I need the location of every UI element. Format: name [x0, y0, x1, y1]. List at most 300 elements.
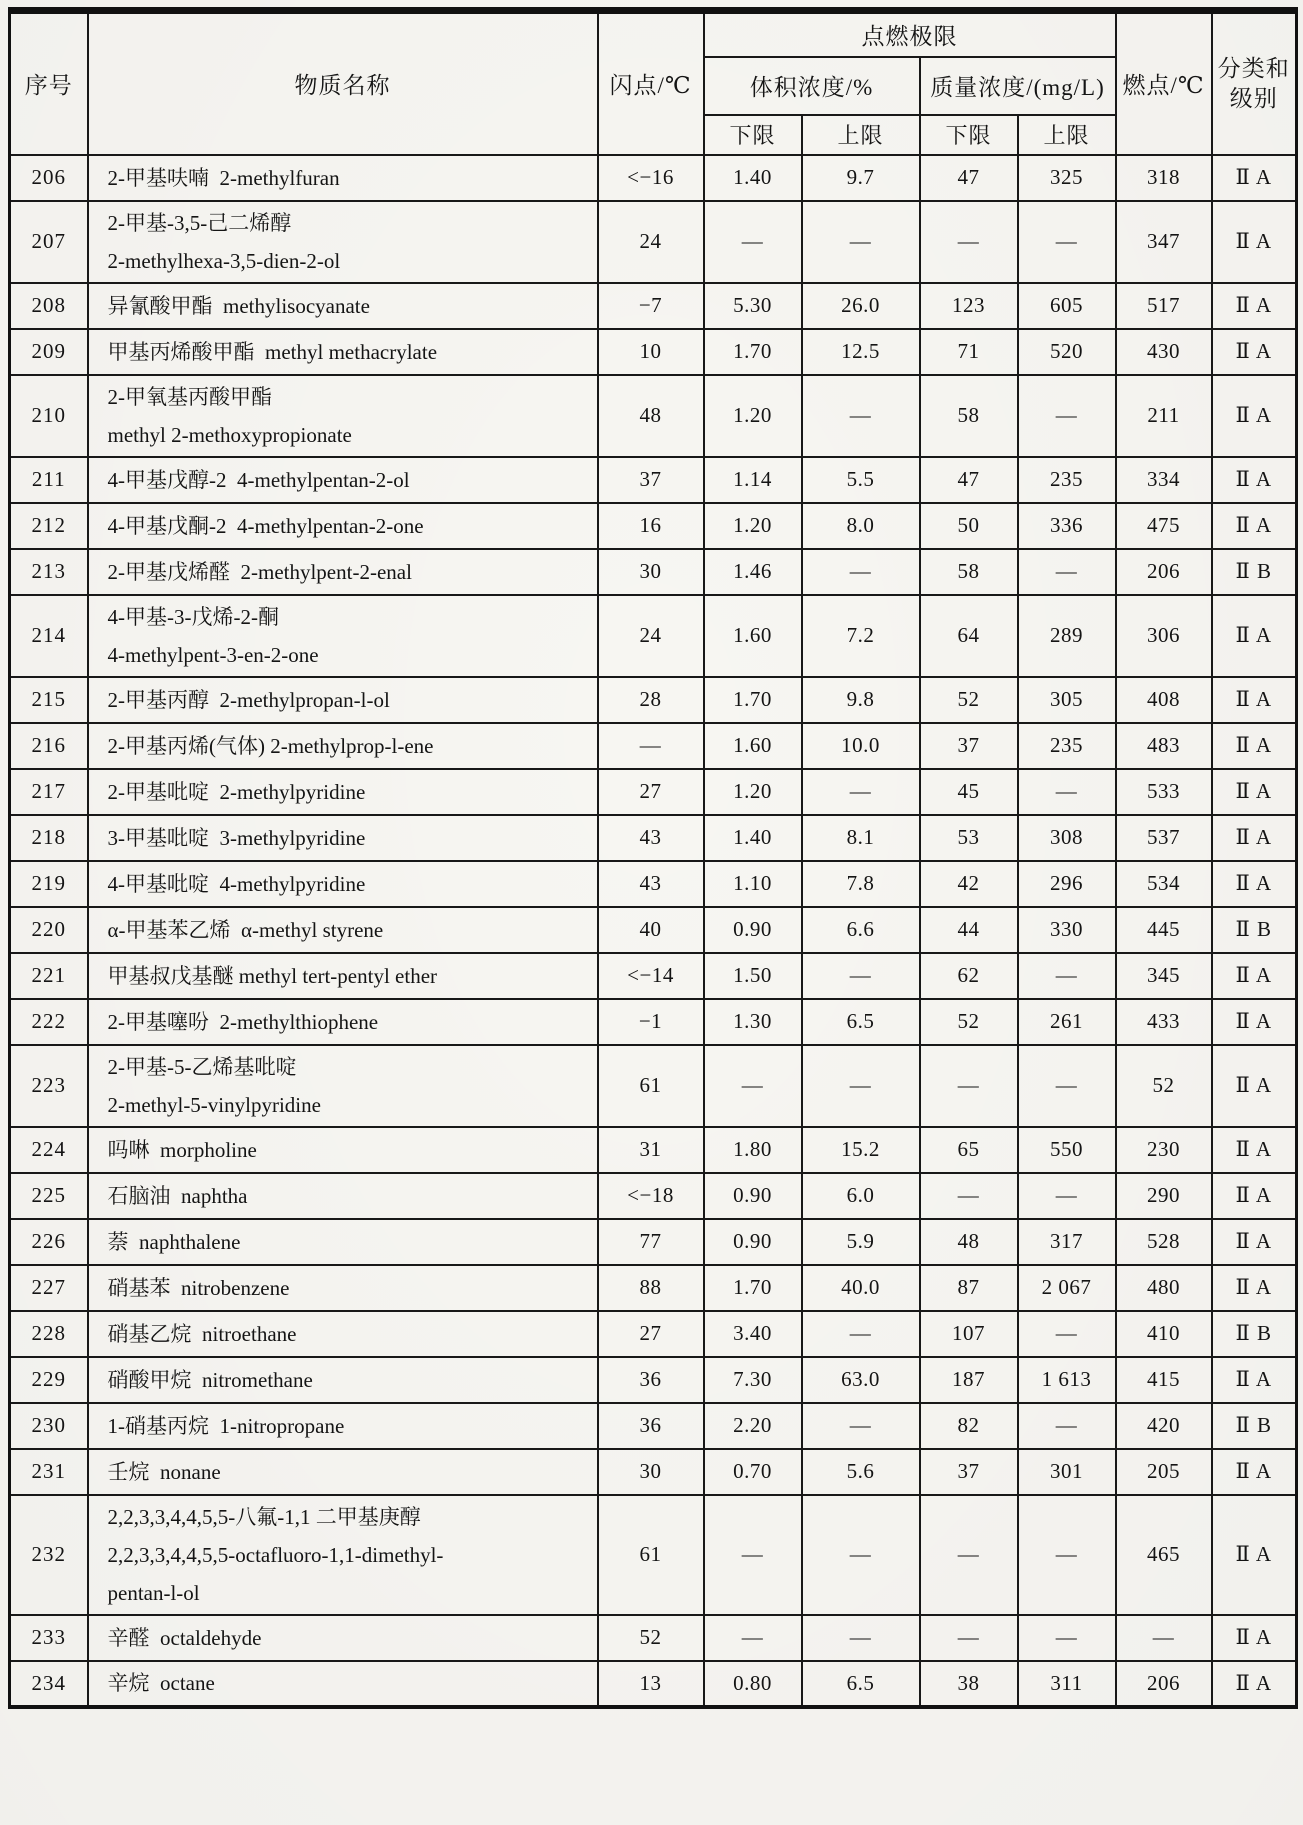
autoignition-point-cell: 420 [1116, 1403, 1212, 1449]
classification-cell: Ⅱ A [1212, 769, 1297, 815]
table-row [10, 769, 1297, 815]
autoignition-point-cell: 430 [1116, 329, 1212, 375]
autoignition-point-cell: 465 [1116, 1495, 1212, 1615]
autoignition-point-cell: 445 [1116, 907, 1212, 953]
flash-point-cell: −1 [598, 999, 704, 1045]
substance-name-line: 硝酸甲烷 nitromethane [107, 1367, 313, 1392]
table-row [10, 155, 1297, 201]
autoignition-point-cell: 230 [1116, 1127, 1212, 1173]
header-flash-point: 闪点/℃ [598, 11, 704, 155]
table-row [10, 549, 1297, 595]
mass-lower-limit-cell: 62 [920, 953, 1018, 999]
autoignition-point-cell: 534 [1116, 861, 1212, 907]
volume-lower-limit-cell: 1.46 [704, 549, 802, 595]
header-volume-concentration: 体积浓度/% [704, 57, 920, 115]
substance-name-line: 辛烷 octane [107, 1671, 215, 1695]
volume-upper-limit-cell: — [802, 953, 920, 999]
mass-upper-limit-cell: 605 [1018, 283, 1116, 329]
header-serial-number: 序号 [10, 11, 88, 155]
table-row [10, 861, 1297, 907]
flash-point-cell: 48 [598, 375, 704, 457]
flash-point-cell: 27 [598, 1311, 704, 1357]
substance-name-cell [88, 1311, 598, 1357]
mass-lower-limit-cell: 42 [920, 861, 1018, 907]
flash-point-cell: 24 [598, 595, 704, 677]
volume-lower-limit-cell: 1.60 [704, 595, 802, 677]
classification-cell: Ⅱ B [1212, 1403, 1297, 1449]
mass-upper-limit-cell: 305 [1018, 677, 1116, 723]
table-row [10, 503, 1297, 549]
substance-name-cell [88, 1357, 598, 1403]
substance-name-line: 2-甲基呋喃 2-methylfuran [107, 165, 340, 190]
flash-point-cell: 37 [598, 457, 704, 503]
substance-name-line: 石脑油 naphtha [107, 1183, 248, 1208]
substance-name-line: 萘 naphthalene [107, 1229, 241, 1254]
autoignition-point-cell: 517 [1116, 283, 1212, 329]
mass-upper-limit-cell: 308 [1018, 815, 1116, 861]
volume-upper-limit-cell: 8.1 [802, 815, 920, 861]
header-mass-concentration: 质量浓度/(mg/L) [920, 57, 1116, 115]
substance-name-line: 4-甲基戊酮-2 4-methylpentan-2-one [107, 513, 424, 538]
volume-upper-limit-cell: — [802, 1403, 920, 1449]
autoignition-point-cell: 290 [1116, 1173, 1212, 1219]
header-substance-name: 物质名称 [88, 11, 598, 155]
serial-number-cell: 214 [10, 595, 88, 677]
table-row [10, 1127, 1297, 1173]
classification-cell: Ⅱ A [1212, 1265, 1297, 1311]
volume-upper-limit-cell: 6.5 [802, 999, 920, 1045]
substance-name-cell [88, 283, 598, 329]
volume-lower-limit-cell: 0.70 [704, 1449, 802, 1495]
table-row [10, 677, 1297, 723]
header-classification [1212, 11, 1297, 155]
volume-lower-limit-cell: 1.30 [704, 999, 802, 1045]
autoignition-point-cell: 206 [1116, 549, 1212, 595]
classification-cell: Ⅱ A [1212, 503, 1297, 549]
table-header [10, 11, 1297, 155]
table-row [10, 1449, 1297, 1495]
flash-point-cell: 61 [598, 1045, 704, 1127]
mass-lower-limit-cell: 52 [920, 677, 1018, 723]
mass-upper-limit-cell: 330 [1018, 907, 1116, 953]
serial-number-cell: 233 [10, 1615, 88, 1661]
table-row [10, 201, 1297, 283]
substance-name-cell [88, 907, 598, 953]
mass-upper-limit-cell: — [1018, 549, 1116, 595]
volume-lower-limit-cell: 0.90 [704, 1173, 802, 1219]
substance-name-line: 壬烷 nonane [107, 1459, 221, 1484]
mass-lower-limit-cell: — [920, 1495, 1018, 1615]
substance-name-cell [88, 723, 598, 769]
substance-name-cell [88, 1265, 598, 1311]
substance-name-cell [88, 457, 598, 503]
serial-number-cell: 215 [10, 677, 88, 723]
classification-cell: Ⅱ A [1212, 815, 1297, 861]
serial-number-cell: 212 [10, 503, 88, 549]
substance-name-cell [88, 1173, 598, 1219]
volume-lower-limit-cell: 1.20 [704, 503, 802, 549]
substance-name-cell [88, 201, 598, 283]
table-row [10, 815, 1297, 861]
substance-name-line: 吗啉 morpholine [107, 1137, 257, 1162]
volume-lower-limit-cell: 3.40 [704, 1311, 802, 1357]
substance-name-cell [88, 815, 598, 861]
classification-cell: Ⅱ A [1212, 999, 1297, 1045]
volume-upper-limit-cell: 5.6 [802, 1449, 920, 1495]
table-row [10, 1265, 1297, 1311]
header-volume-upper-limit: 上限 [802, 115, 920, 155]
serial-number-cell: 221 [10, 953, 88, 999]
flash-point-cell: 28 [598, 677, 704, 723]
table-row [10, 1403, 1297, 1449]
mass-upper-limit-cell: — [1018, 1311, 1116, 1357]
volume-upper-limit-cell: — [802, 1045, 920, 1127]
mass-lower-limit-cell: 47 [920, 457, 1018, 503]
classification-cell: Ⅱ B [1212, 907, 1297, 953]
mass-lower-limit-cell: 45 [920, 769, 1018, 815]
mass-upper-limit-cell: — [1018, 953, 1116, 999]
substance-name-line: 异氰酸甲酯 methylisocyanate [107, 293, 370, 318]
table-row [10, 907, 1297, 953]
substance-name-line: 硝基苯 nitrobenzene [107, 1275, 290, 1300]
mass-lower-limit-cell: 58 [920, 549, 1018, 595]
substance-name-line: pentan-l-ol [107, 1580, 200, 1605]
flash-point-cell: <−14 [598, 953, 704, 999]
serial-number-cell: 216 [10, 723, 88, 769]
autoignition-point-cell: 345 [1116, 953, 1212, 999]
volume-lower-limit-cell: — [704, 1615, 802, 1661]
table-body [10, 155, 1297, 1707]
serial-number-cell: 227 [10, 1265, 88, 1311]
header-row-1 [10, 11, 1297, 57]
classification-cell: Ⅱ A [1212, 329, 1297, 375]
substance-name-line: 辛醛 octaldehyde [107, 1625, 262, 1650]
serial-number-cell: 223 [10, 1045, 88, 1127]
classification-cell: Ⅱ A [1212, 1357, 1297, 1403]
mass-upper-limit-cell: — [1018, 1045, 1116, 1127]
flash-point-cell: 43 [598, 861, 704, 907]
flash-point-cell: <−16 [598, 155, 704, 201]
mass-lower-limit-cell: 107 [920, 1311, 1018, 1357]
volume-lower-limit-cell: — [704, 1045, 802, 1127]
header-volume-lower-limit: 下限 [704, 115, 802, 155]
mass-upper-limit-cell: 2 067 [1018, 1265, 1116, 1311]
substance-name-line: 2-甲基丙醇 2-methylpropan-l-ol [107, 687, 390, 712]
classification-cell: Ⅱ A [1212, 595, 1297, 677]
serial-number-cell: 208 [10, 283, 88, 329]
volume-lower-limit-cell: 1.70 [704, 677, 802, 723]
serial-number-cell: 206 [10, 155, 88, 201]
volume-upper-limit-cell: 9.8 [802, 677, 920, 723]
flash-point-cell: 40 [598, 907, 704, 953]
volume-lower-limit-cell: 0.90 [704, 1219, 802, 1265]
volume-upper-limit-cell: 15.2 [802, 1127, 920, 1173]
table-row [10, 1311, 1297, 1357]
volume-lower-limit-cell: 1.20 [704, 375, 802, 457]
substance-name-cell [88, 1661, 598, 1707]
substance-name-cell [88, 1219, 598, 1265]
table-row [10, 1495, 1297, 1615]
autoignition-point-cell: 528 [1116, 1219, 1212, 1265]
mass-lower-limit-cell: 37 [920, 723, 1018, 769]
mass-upper-limit-cell: — [1018, 1173, 1116, 1219]
substance-name-line: 2-甲氧基丙酸甲酯 [107, 384, 272, 409]
volume-lower-limit-cell: 1.10 [704, 861, 802, 907]
volume-upper-limit-cell: 9.7 [802, 155, 920, 201]
classification-cell: Ⅱ A [1212, 1449, 1297, 1495]
volume-upper-limit-cell: 26.0 [802, 283, 920, 329]
classification-cell: Ⅱ A [1212, 201, 1297, 283]
substance-name-line: 2-methyl-5-vinylpyridine [107, 1092, 321, 1117]
mass-lower-limit-cell: 53 [920, 815, 1018, 861]
volume-lower-limit-cell: 5.30 [704, 283, 802, 329]
classification-cell: Ⅱ A [1212, 155, 1297, 201]
substance-name-cell [88, 1495, 598, 1615]
autoignition-point-cell: 533 [1116, 769, 1212, 815]
volume-lower-limit-cell: 1.14 [704, 457, 802, 503]
serial-number-cell: 234 [10, 1661, 88, 1707]
volume-upper-limit-cell: 40.0 [802, 1265, 920, 1311]
substance-name-cell [88, 953, 598, 999]
substance-name-line: 2,2,3,3,4,4,5,5-八氟-1,1 二甲基庚醇 [107, 1504, 421, 1529]
mass-lower-limit-cell: — [920, 1173, 1018, 1219]
mass-lower-limit-cell: 48 [920, 1219, 1018, 1265]
serial-number-cell: 209 [10, 329, 88, 375]
autoignition-point-cell: 408 [1116, 677, 1212, 723]
volume-upper-limit-cell: — [802, 769, 920, 815]
flash-point-cell: 27 [598, 769, 704, 815]
autoignition-point-cell: 334 [1116, 457, 1212, 503]
serial-number-cell: 230 [10, 1403, 88, 1449]
classification-cell: Ⅱ A [1212, 1615, 1297, 1661]
mass-lower-limit-cell: 50 [920, 503, 1018, 549]
autoignition-point-cell: 433 [1116, 999, 1212, 1045]
flash-point-cell: −7 [598, 283, 704, 329]
mass-upper-limit-cell: 336 [1018, 503, 1116, 549]
volume-upper-limit-cell: 10.0 [802, 723, 920, 769]
mass-upper-limit-cell: — [1018, 201, 1116, 283]
autoignition-point-cell: 318 [1116, 155, 1212, 201]
header-mass-lower-limit: 下限 [920, 115, 1018, 155]
flash-point-cell: 52 [598, 1615, 704, 1661]
table-row [10, 595, 1297, 677]
mass-upper-limit-cell: 1 613 [1018, 1357, 1116, 1403]
volume-lower-limit-cell: — [704, 1495, 802, 1615]
substance-name-cell [88, 1615, 598, 1661]
volume-upper-limit-cell: 63.0 [802, 1357, 920, 1403]
volume-lower-limit-cell: 1.70 [704, 1265, 802, 1311]
header-classification-line1: 分类和 [1217, 55, 1290, 81]
autoignition-point-cell: 211 [1116, 375, 1212, 457]
autoignition-point-cell: 410 [1116, 1311, 1212, 1357]
autoignition-point-cell: 483 [1116, 723, 1212, 769]
mass-upper-limit-cell: 325 [1018, 155, 1116, 201]
serial-number-cell: 226 [10, 1219, 88, 1265]
table-row [10, 1661, 1297, 1707]
autoignition-point-cell: 537 [1116, 815, 1212, 861]
flash-point-cell: 61 [598, 1495, 704, 1615]
classification-cell: Ⅱ A [1212, 861, 1297, 907]
volume-upper-limit-cell: 6.6 [802, 907, 920, 953]
volume-lower-limit-cell: — [704, 201, 802, 283]
flash-point-cell: — [598, 723, 704, 769]
volume-upper-limit-cell: 6.0 [802, 1173, 920, 1219]
autoignition-point-cell: 206 [1116, 1661, 1212, 1707]
volume-upper-limit-cell: — [802, 1495, 920, 1615]
substance-name-cell [88, 595, 598, 677]
mass-lower-limit-cell: 44 [920, 907, 1018, 953]
substance-name-cell [88, 549, 598, 595]
volume-lower-limit-cell: 1.70 [704, 329, 802, 375]
serial-number-cell: 213 [10, 549, 88, 595]
header-classification-line2: 级别 [1229, 85, 1278, 111]
table-row [10, 999, 1297, 1045]
flash-point-cell: 30 [598, 1449, 704, 1495]
table-row [10, 953, 1297, 999]
serial-number-cell: 229 [10, 1357, 88, 1403]
mass-upper-limit-cell: 550 [1018, 1127, 1116, 1173]
mass-lower-limit-cell: 58 [920, 375, 1018, 457]
mass-upper-limit-cell: 301 [1018, 1449, 1116, 1495]
mass-lower-limit-cell: 65 [920, 1127, 1018, 1173]
substance-name-cell [88, 1127, 598, 1173]
substance-name-cell [88, 769, 598, 815]
serial-number-cell: 217 [10, 769, 88, 815]
classification-cell: Ⅱ A [1212, 1219, 1297, 1265]
mass-lower-limit-cell: 47 [920, 155, 1018, 201]
mass-lower-limit-cell: 71 [920, 329, 1018, 375]
classification-cell: Ⅱ A [1212, 677, 1297, 723]
classification-cell: Ⅱ A [1212, 1045, 1297, 1127]
serial-number-cell: 232 [10, 1495, 88, 1615]
autoignition-point-cell: 205 [1116, 1449, 1212, 1495]
flash-point-cell: 31 [598, 1127, 704, 1173]
substance-name-cell [88, 503, 598, 549]
substance-name-line: 2-甲基戊烯醛 2-methylpent-2-enal [107, 559, 412, 584]
serial-number-cell: 225 [10, 1173, 88, 1219]
autoignition-point-cell: 415 [1116, 1357, 1212, 1403]
flash-point-cell: <−18 [598, 1173, 704, 1219]
volume-lower-limit-cell: 0.90 [704, 907, 802, 953]
volume-lower-limit-cell: 0.80 [704, 1661, 802, 1707]
mass-upper-limit-cell: 261 [1018, 999, 1116, 1045]
mass-upper-limit-cell: — [1018, 1615, 1116, 1661]
classification-cell: Ⅱ A [1212, 457, 1297, 503]
substance-name-cell [88, 1449, 598, 1495]
serial-number-cell: 207 [10, 201, 88, 283]
volume-lower-limit-cell: 1.40 [704, 815, 802, 861]
autoignition-point-cell: 52 [1116, 1045, 1212, 1127]
substance-name-cell [88, 1403, 598, 1449]
volume-upper-limit-cell: — [802, 201, 920, 283]
substance-name-cell [88, 1045, 598, 1127]
table-row [10, 457, 1297, 503]
substance-name-line: 1-硝基丙烷 1-nitropropane [107, 1413, 345, 1438]
volume-lower-limit-cell: 7.30 [704, 1357, 802, 1403]
substance-name-cell [88, 375, 598, 457]
volume-upper-limit-cell: — [802, 1311, 920, 1357]
autoignition-point-cell: — [1116, 1615, 1212, 1661]
substance-name-line: 2-甲基-5-乙烯基吡啶 [107, 1054, 297, 1079]
mass-lower-limit-cell: 87 [920, 1265, 1018, 1311]
substance-name-line: 2,2,3,3,4,4,5,5-octafluoro-1,1-dimethyl- [107, 1542, 444, 1567]
mass-lower-limit-cell: 38 [920, 1661, 1018, 1707]
serial-number-cell: 222 [10, 999, 88, 1045]
substance-name-line: 4-甲基-3-戊烯-2-酮 [107, 604, 279, 629]
mass-lower-limit-cell: — [920, 1615, 1018, 1661]
volume-upper-limit-cell: 7.2 [802, 595, 920, 677]
substance-name-line: 2-methylhexa-3,5-dien-2-ol [107, 248, 341, 273]
substance-name-line: 甲基叔戊基醚 methyl tert-pentyl ether [107, 963, 438, 988]
flash-point-cell: 88 [598, 1265, 704, 1311]
substance-name-line: 2-甲基吡啶 2-methylpyridine [107, 779, 366, 804]
volume-lower-limit-cell: 1.50 [704, 953, 802, 999]
volume-upper-limit-cell: 7.8 [802, 861, 920, 907]
flash-point-cell: 24 [598, 201, 704, 283]
flash-point-cell: 43 [598, 815, 704, 861]
substance-name-line: 2-甲基-3,5-己二烯醇 [107, 210, 292, 235]
table-row [10, 1615, 1297, 1661]
autoignition-point-cell: 347 [1116, 201, 1212, 283]
mass-upper-limit-cell: — [1018, 1495, 1116, 1615]
substance-name-line: 甲基丙烯酸甲酯 methyl methacrylate [107, 339, 438, 364]
serial-number-cell: 218 [10, 815, 88, 861]
mass-upper-limit-cell: 235 [1018, 457, 1116, 503]
mass-lower-limit-cell: 37 [920, 1449, 1018, 1495]
autoignition-point-cell: 306 [1116, 595, 1212, 677]
mass-upper-limit-cell: 317 [1018, 1219, 1116, 1265]
classification-cell: Ⅱ A [1212, 723, 1297, 769]
classification-cell: Ⅱ B [1212, 1311, 1297, 1357]
substance-name-line: methyl 2-methoxypropionate [107, 422, 352, 447]
mass-upper-limit-cell: 235 [1018, 723, 1116, 769]
classification-cell: Ⅱ A [1212, 375, 1297, 457]
substance-name-line: 3-甲基吡啶 3-methylpyridine [107, 825, 366, 850]
flash-point-cell: 10 [598, 329, 704, 375]
mass-lower-limit-cell: 123 [920, 283, 1018, 329]
classification-cell: Ⅱ A [1212, 1661, 1297, 1707]
mass-lower-limit-cell: — [920, 201, 1018, 283]
mass-upper-limit-cell: 520 [1018, 329, 1116, 375]
mass-lower-limit-cell: 82 [920, 1403, 1018, 1449]
substance-name-line: 4-甲基吡啶 4-methylpyridine [107, 871, 366, 896]
header-ignition-limits: 点燃极限 [704, 11, 1116, 57]
header-autoignition-point: 燃点/℃ [1116, 11, 1212, 155]
table-row [10, 375, 1297, 457]
volume-upper-limit-cell: — [802, 375, 920, 457]
flash-point-cell: 77 [598, 1219, 704, 1265]
substance-name-line: 硝基乙烷 nitroethane [107, 1321, 297, 1346]
substance-name-cell [88, 999, 598, 1045]
serial-number-cell: 211 [10, 457, 88, 503]
mass-lower-limit-cell: 52 [920, 999, 1018, 1045]
flash-point-cell: 36 [598, 1357, 704, 1403]
volume-upper-limit-cell: — [802, 549, 920, 595]
autoignition-point-cell: 480 [1116, 1265, 1212, 1311]
volume-lower-limit-cell: 2.20 [704, 1403, 802, 1449]
flash-point-cell: 36 [598, 1403, 704, 1449]
mass-upper-limit-cell: 296 [1018, 861, 1116, 907]
classification-cell: Ⅱ A [1212, 953, 1297, 999]
substance-name-line: 2-甲基噻吩 2-methylthiophene [107, 1009, 379, 1034]
volume-lower-limit-cell: 1.60 [704, 723, 802, 769]
serial-number-cell: 231 [10, 1449, 88, 1495]
volume-upper-limit-cell: — [802, 1615, 920, 1661]
volume-lower-limit-cell: 1.80 [704, 1127, 802, 1173]
substance-name-cell [88, 677, 598, 723]
substance-name-line: 2-甲基丙烯(气体) 2-methylprop-l-ene [107, 733, 434, 758]
classification-cell: Ⅱ A [1212, 283, 1297, 329]
